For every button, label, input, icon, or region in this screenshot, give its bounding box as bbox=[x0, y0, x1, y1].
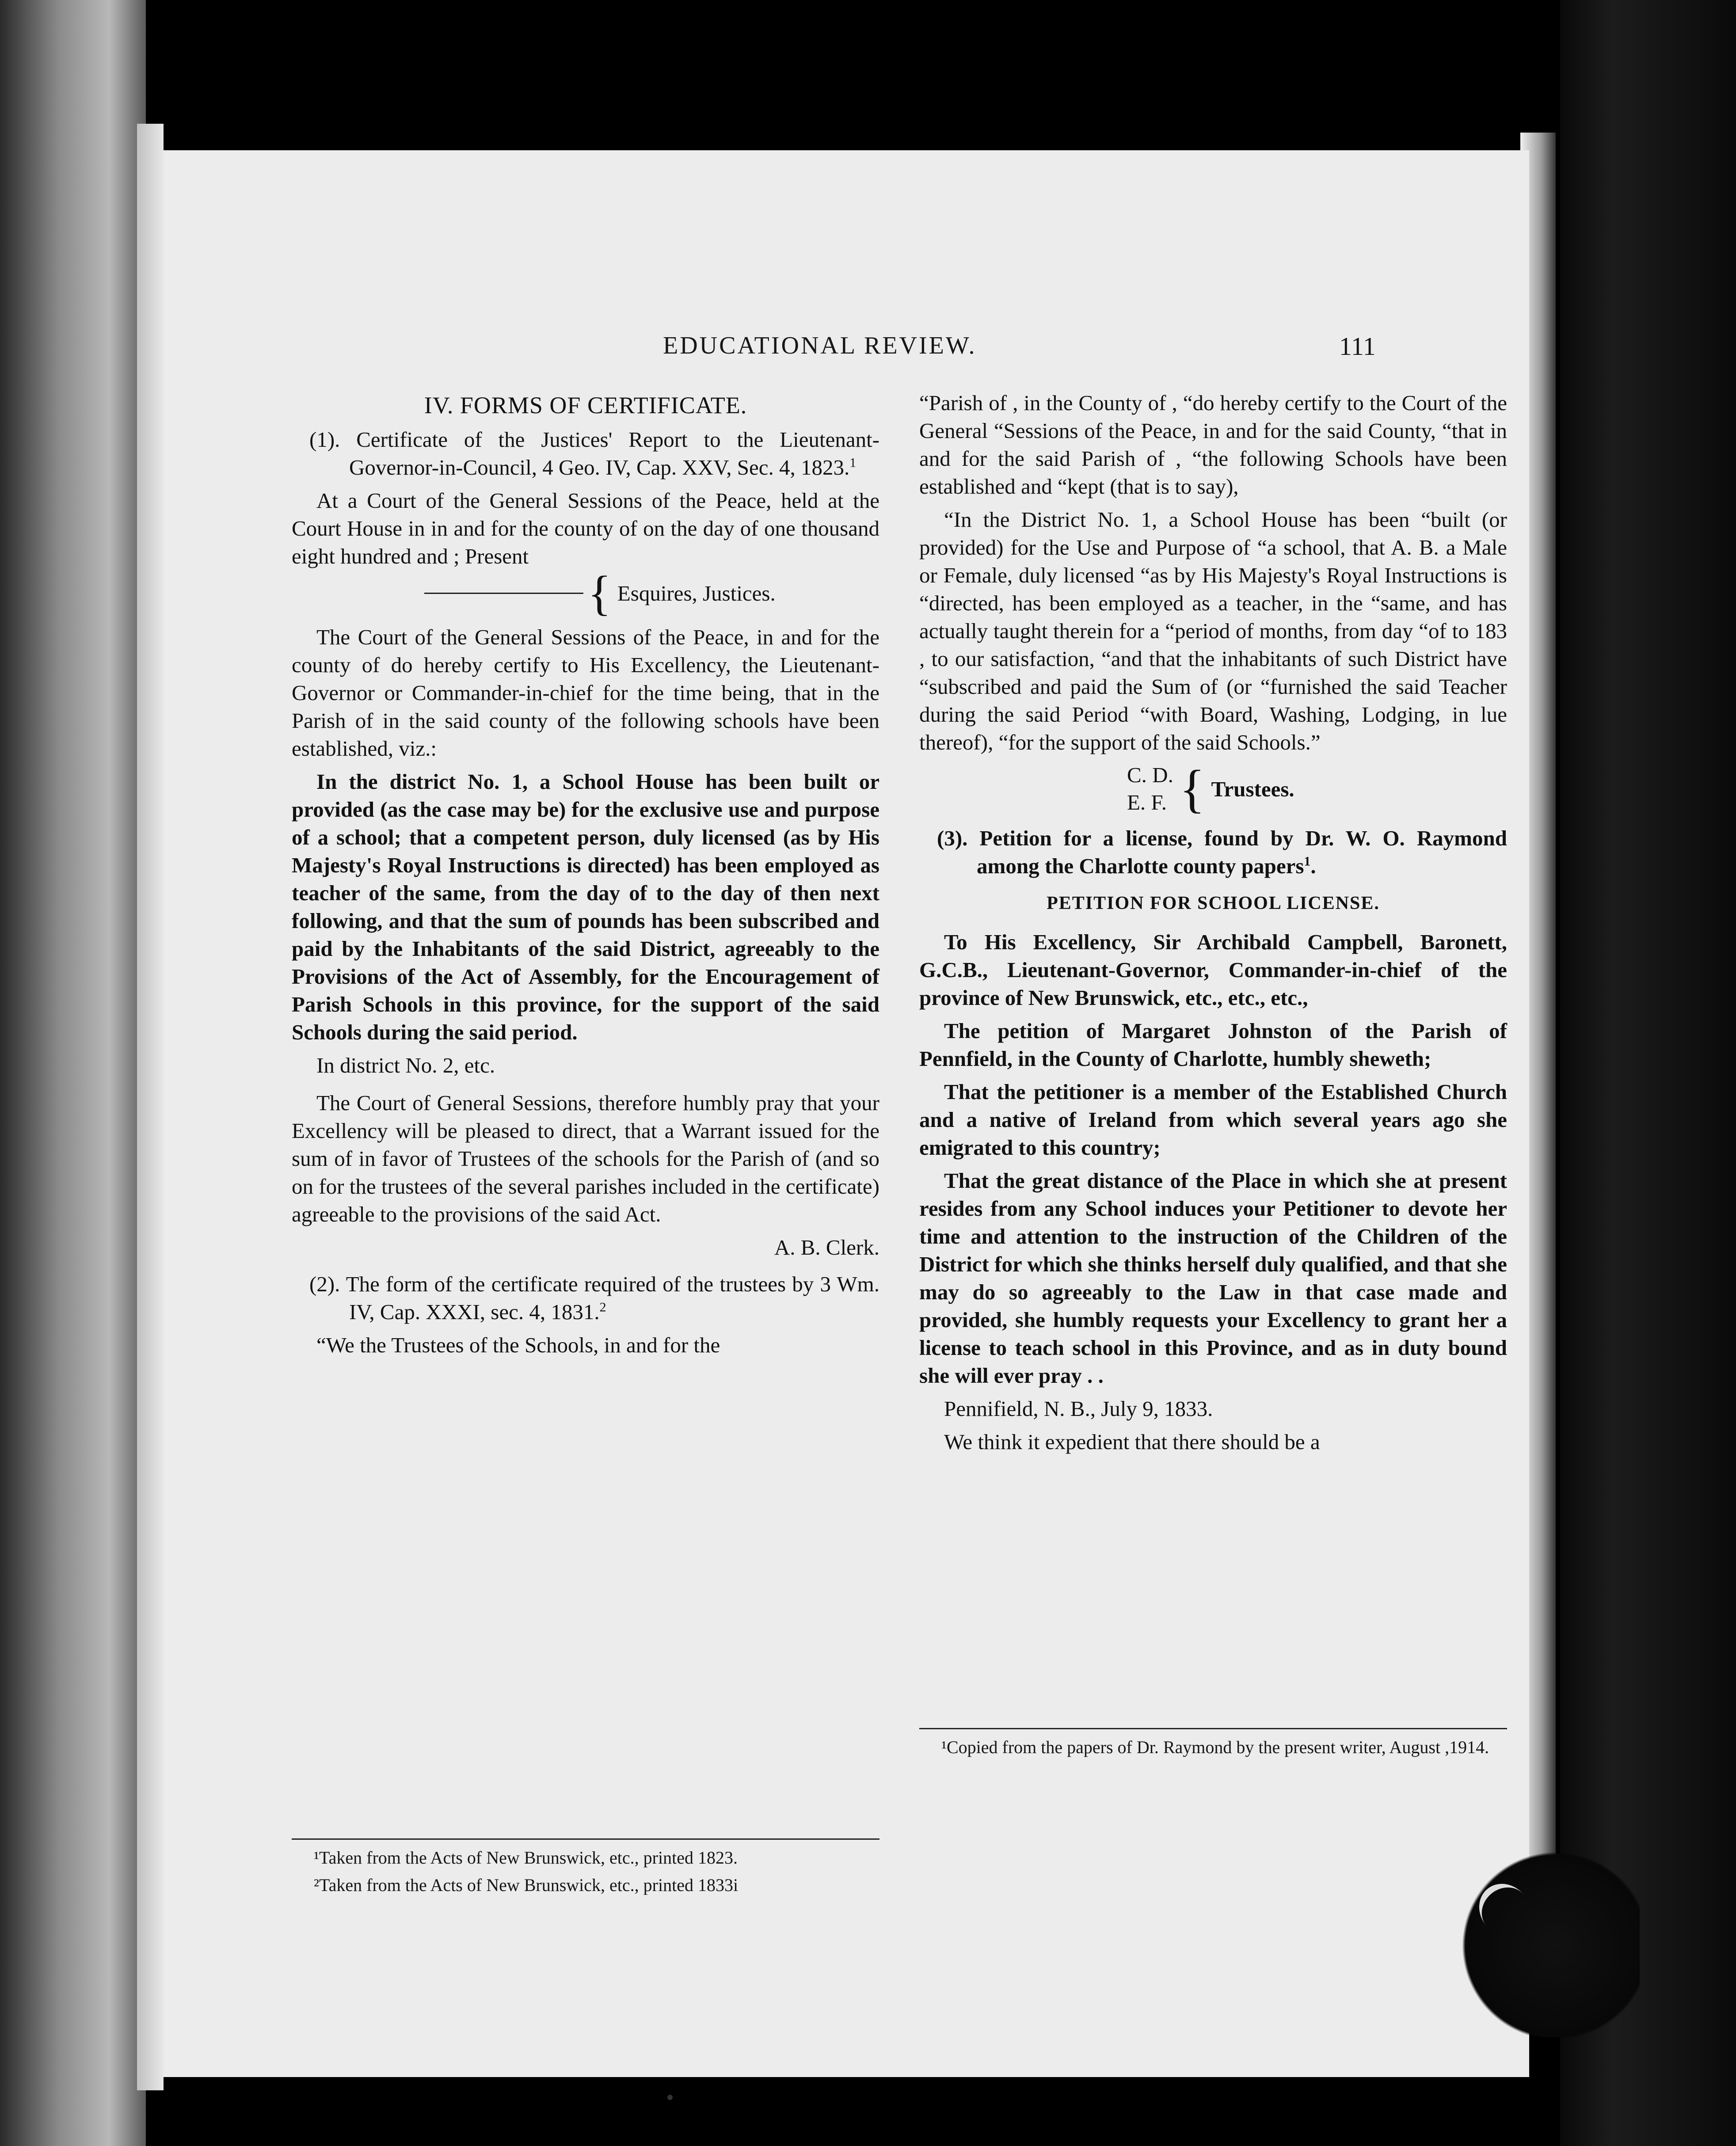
paragraph: (3). Petition for a license, found by Dr. W. O. Raymond among the Charlotte county papers$^1$. bbox=[937, 826, 1507, 878]
paragraph: In the district No. 1, a School House has been built or provided (as the case may be) for the exclusive use and purpose of a school; that a competent person, duly licensed (as by His Majesty's Royal Instructions is directed) has been employed as teacher of the same, from the day of to the day of then next following, and that the sum of pounds has been subscribed and paid by the Inhabitants of the said District, agreeably to the Provisions of the Act of Assembly, for the Encouragement of Parish Schools in this province, for the support of the said Schools during the said period. bbox=[292, 769, 879, 1044]
left-footnotes bbox=[292, 1838, 879, 1901]
justices-line bbox=[292, 566, 879, 620]
trustees-label: Trustees. bbox=[1211, 776, 1294, 801]
section-heading: IV. FORMS OF CERTIFICATE. bbox=[424, 392, 747, 419]
paragraph: The Court of General Sessions, therefore humbly pray that your Excellency will be pleased to direct, that a Warrant issued for the sum of in favor of Trustees of the schools for the Parish of (and so on for the trustees of the several parishes included in the certificate) agreeable to the provisions of the said Act. bbox=[292, 1091, 879, 1226]
page-left-edge bbox=[137, 124, 164, 2090]
footnote: ²Taken from the Acts of New Brunswick, etc., printed 1833i bbox=[314, 1875, 739, 1895]
trustee-names bbox=[1127, 761, 1173, 816]
justices-label: Esquires, Justices. bbox=[617, 581, 776, 605]
paragraph: To His Excellency, Sir Archibald Campbell, Baronett, G.C.B., Lieutenant-Governor, Commander-in-chief of the province of New Brunswick, etc., etc., etc., bbox=[919, 930, 1507, 1010]
footnote-rule bbox=[919, 1728, 1507, 1729]
paragraph: In district No. 2, etc. bbox=[316, 1053, 495, 1077]
left-column bbox=[292, 389, 879, 1364]
paragraph: The Court of the General Sessions of the Peace, in and for the county of do hereby certify to His Excellency, the Lieutenant-Governor or Commander-in-chief for the time being, that in the Parish of in the said county of the following schools have been established, viz.: bbox=[292, 625, 879, 761]
paragraph: (2). The form of the certificate required of the trustees by 3 Wm. IV, Cap. XXXI, sec. 4, 1831.$^2$ bbox=[309, 1272, 879, 1324]
paragraph: We think it expedient that there should be a bbox=[944, 1430, 1320, 1454]
paragraph: (1). Certificate of the Justices' Report to the Lieutenant-Governor-in-Council, 4 Geo. IV, Cap. XXV, Sec. 4, 1823.$^1$ bbox=[309, 427, 879, 479]
paragraph: “In the District No. 1, a School House has been “built (or provided) for the Use and Purpose of “a school, that A. B. a Male or Female, duly licensed “as by His Majesty's Royal Instructions is “directed, has been employed as a teacher, in the “same, and has actually taught therein for a “period of months, from day “of to 183 , to our satisfaction, “and that the inhabitants of such District have “subscribed and paid the Sum of (or “furnished the said Teacher during the said Period “with Board, Washing, Lodging, in lue thereof), “for the support of the said Schools.” bbox=[919, 507, 1507, 754]
brace-glyph: { bbox=[588, 566, 611, 620]
petition-heading: PETITION FOR SCHOOL LICENSE. bbox=[1047, 893, 1380, 913]
paragraph: That the great distance of the Place in which she at present resides from any School induces your Petitioner to devote her time and attention to the instruction of the Children of the District for which she thinks herself duly qualified, and that she may do so agreeably to the Law in that case made and provided, she humbly requests your Excellency to grant her a license to teach school in this Province, and as in duty bound she will ever pray . . bbox=[919, 1168, 1507, 1388]
right-footnotes bbox=[919, 1728, 1507, 1763]
footnote-rule bbox=[292, 1838, 879, 1840]
running-header bbox=[164, 331, 1529, 371]
scan-left-shadow bbox=[0, 0, 146, 2146]
paragraph: “Parish of , in the County of , “do hereby certify to the Court of the General “Sessions of the Peace, in and for the said County, “that in and for the said Parish of , “the following Schools have been established and “kept (that is to say), bbox=[919, 391, 1507, 498]
trustees-signature bbox=[1127, 761, 1507, 816]
clerk-signature: A. B. Clerk. bbox=[774, 1235, 879, 1259]
paragraph: The petition of Margaret Johnston of the Parish of Pennfield, in the County of Charlotte, humbly sheweth; bbox=[919, 1019, 1507, 1071]
paragraph: At a Court of the General Sessions of the Peace, held at the Court House in in and for the county of on the day of one thousand eight hundred and ; Present bbox=[292, 488, 879, 568]
trustee-name: C. D. bbox=[1127, 763, 1173, 787]
document-page bbox=[164, 150, 1529, 2077]
blank-rule bbox=[424, 593, 583, 594]
paragraph: That the petitioner is a member of the Established Church and a native of Ireland from which several years ago she emigrated to this country; bbox=[919, 1080, 1507, 1160]
trustee-name: E. F. bbox=[1127, 790, 1167, 814]
right-column bbox=[919, 389, 1507, 1461]
paragraph: “We the Trustees of the Schools, in and for the bbox=[316, 1333, 720, 1357]
scan-speck bbox=[667, 2095, 673, 2100]
brace-glyph: { bbox=[1179, 759, 1205, 818]
footnote: ¹Taken from the Acts of New Brunswick, etc., printed 1823. bbox=[314, 1848, 738, 1868]
journal-title: EDUCATIONAL REVIEW. bbox=[663, 332, 977, 359]
footnote: ¹Copied from the papers of Dr. Raymond by the present writer, August ,1914. bbox=[941, 1737, 1489, 1757]
scan-right-binding bbox=[1560, 0, 1736, 2146]
paragraph: Pennifield, N. B., July 9, 1833. bbox=[944, 1396, 1213, 1421]
page-number: 111 bbox=[1339, 332, 1376, 361]
thumb-shadow bbox=[1454, 1834, 1640, 2037]
